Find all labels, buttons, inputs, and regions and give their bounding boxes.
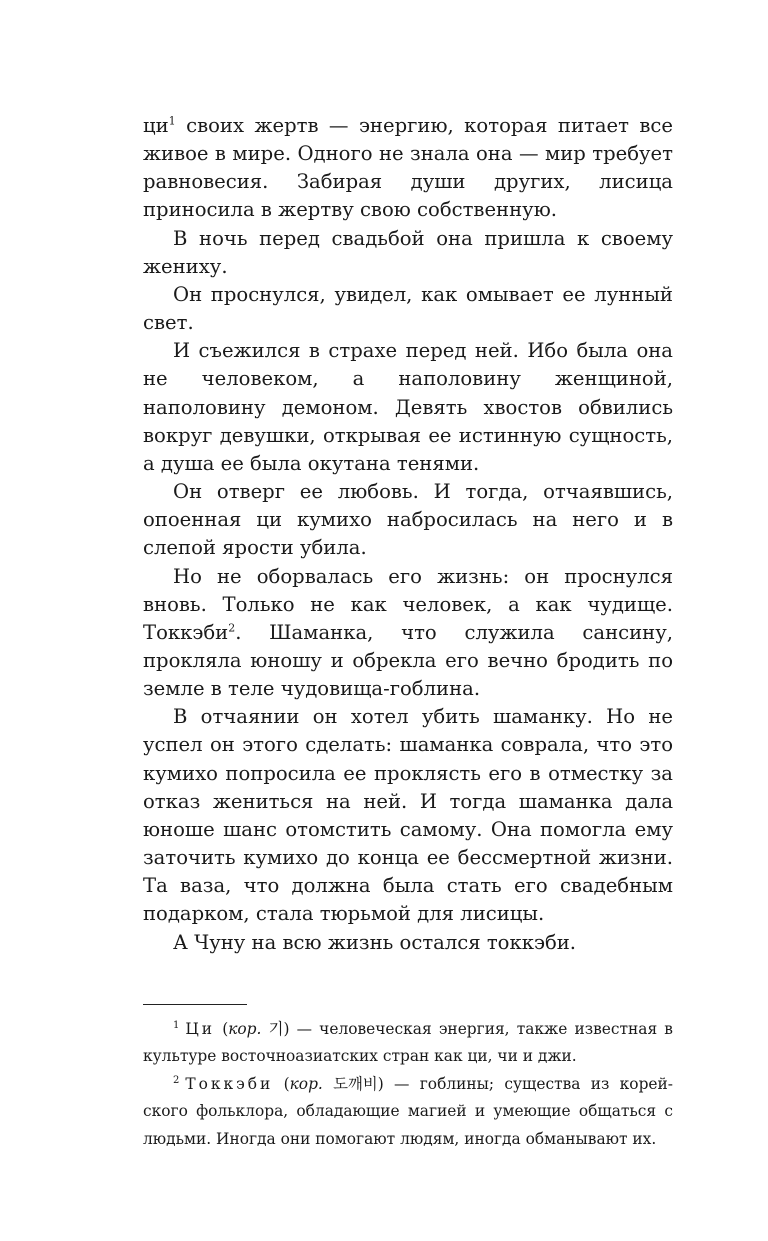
paragraph-4: И съежился в страхе перед ней. Ибо была она не человеком, а наполовину женщиной, наполовину демоном. Девять хвостов обвились вокруг девушки, открывая ее истинную сущность, а душа ее была окутана тенями. [143, 339, 673, 475]
paragraph-1-start: ци [143, 114, 169, 137]
paragraph-7: В отчаянии он хотел убить шаманку. Но не успел он этого сделать: шаманка соврала, что это кумихо попросила ее проклясть его в отместку за отказ жениться на ней. И тогда шаманка дала юноше шанс отомстить самому. Она помогла ему заточить кумихо до конца ее бессмертной жизни. Та ваза, что должна была стать его свадебным подарком, стала тюрьмой для лисицы. [143, 705, 673, 926]
paragraph-2: В ночь перед свадьбой она пришла к своему жениху. [143, 226, 673, 278]
footnote-1-term: Ци [185, 1019, 216, 1038]
footnote-1-text: — человеческая энергия, также известная в культуре восточноазиатских стран как ци, чи и джи. [143, 1019, 673, 1066]
paragraph-5: Он отверг ее любовь. И тогда, отчаявшись, опоенная ци кумихо набросилась на него и в слепой ярости убила. [143, 480, 673, 560]
footnote-2-lang: кор. [289, 1074, 323, 1093]
paragraph-6-start: Но не оборвалась его жизнь: он проснулся вновь. Только не как человек, а как чудище. Токкэби [143, 564, 673, 644]
book-page [143, 112, 673, 1153]
paragraph-8: А Чуну на всю жизнь остался токкэби. [173, 930, 577, 954]
footnote-1-korean: 기 [268, 1019, 284, 1038]
paragraph-6-rest: . Шаманка, что служила сансину, прокляла юношу и обрекла его вечно бродить по земле в теле чудовища-гоблина. [143, 620, 673, 701]
paragraph-3: Он проснулся, увидел, как омывает ее лунный свет. [143, 282, 673, 335]
footnote-1: $^1$ Ци (кор. 기) — человеческая энергия, также известная в культуре восточноазиатских стран как ци, чи и джи. [143, 1019, 673, 1066]
main-text [143, 112, 673, 957]
footnote-1-number: 1 [173, 1019, 180, 1031]
footnote-divider [143, 1004, 247, 1005]
footnote-ref-2: 2 [228, 621, 236, 635]
footnote-2-korean: 도깨비 [333, 1074, 378, 1093]
footnote-ref-1: 1 [168, 114, 176, 128]
footnote-2: $^2$ Токкэби (кор. 도깨비) — гоблины; существа из корейского фольклора, обладающие магией и умеющие общаться с людьми. Иногда они помогают людям, иногда обманывают их. [143, 1074, 673, 1148]
footnote-2-number: 2 [173, 1074, 180, 1086]
footnote-2-term: Токкэби [185, 1074, 274, 1093]
footnote-1-lang: кор. [228, 1019, 262, 1038]
footnote-2-text: — гоблины; существа из корейского фольклора, обладающие магией и умеющие общаться с людьми. Иногда они помогают людям, иногда обманывают их. [143, 1074, 673, 1148]
paragraph-6 [143, 563, 673, 704]
paragraph-1-rest: своих жертв — энергию, которая питает все живое в мире. Одного не знала она — мир требует равновесия. Забирая души других, лисица приносила в жертву свою собственную. [143, 114, 673, 222]
footnotes [143, 1016, 673, 1154]
paragraph-1 [143, 112, 673, 225]
